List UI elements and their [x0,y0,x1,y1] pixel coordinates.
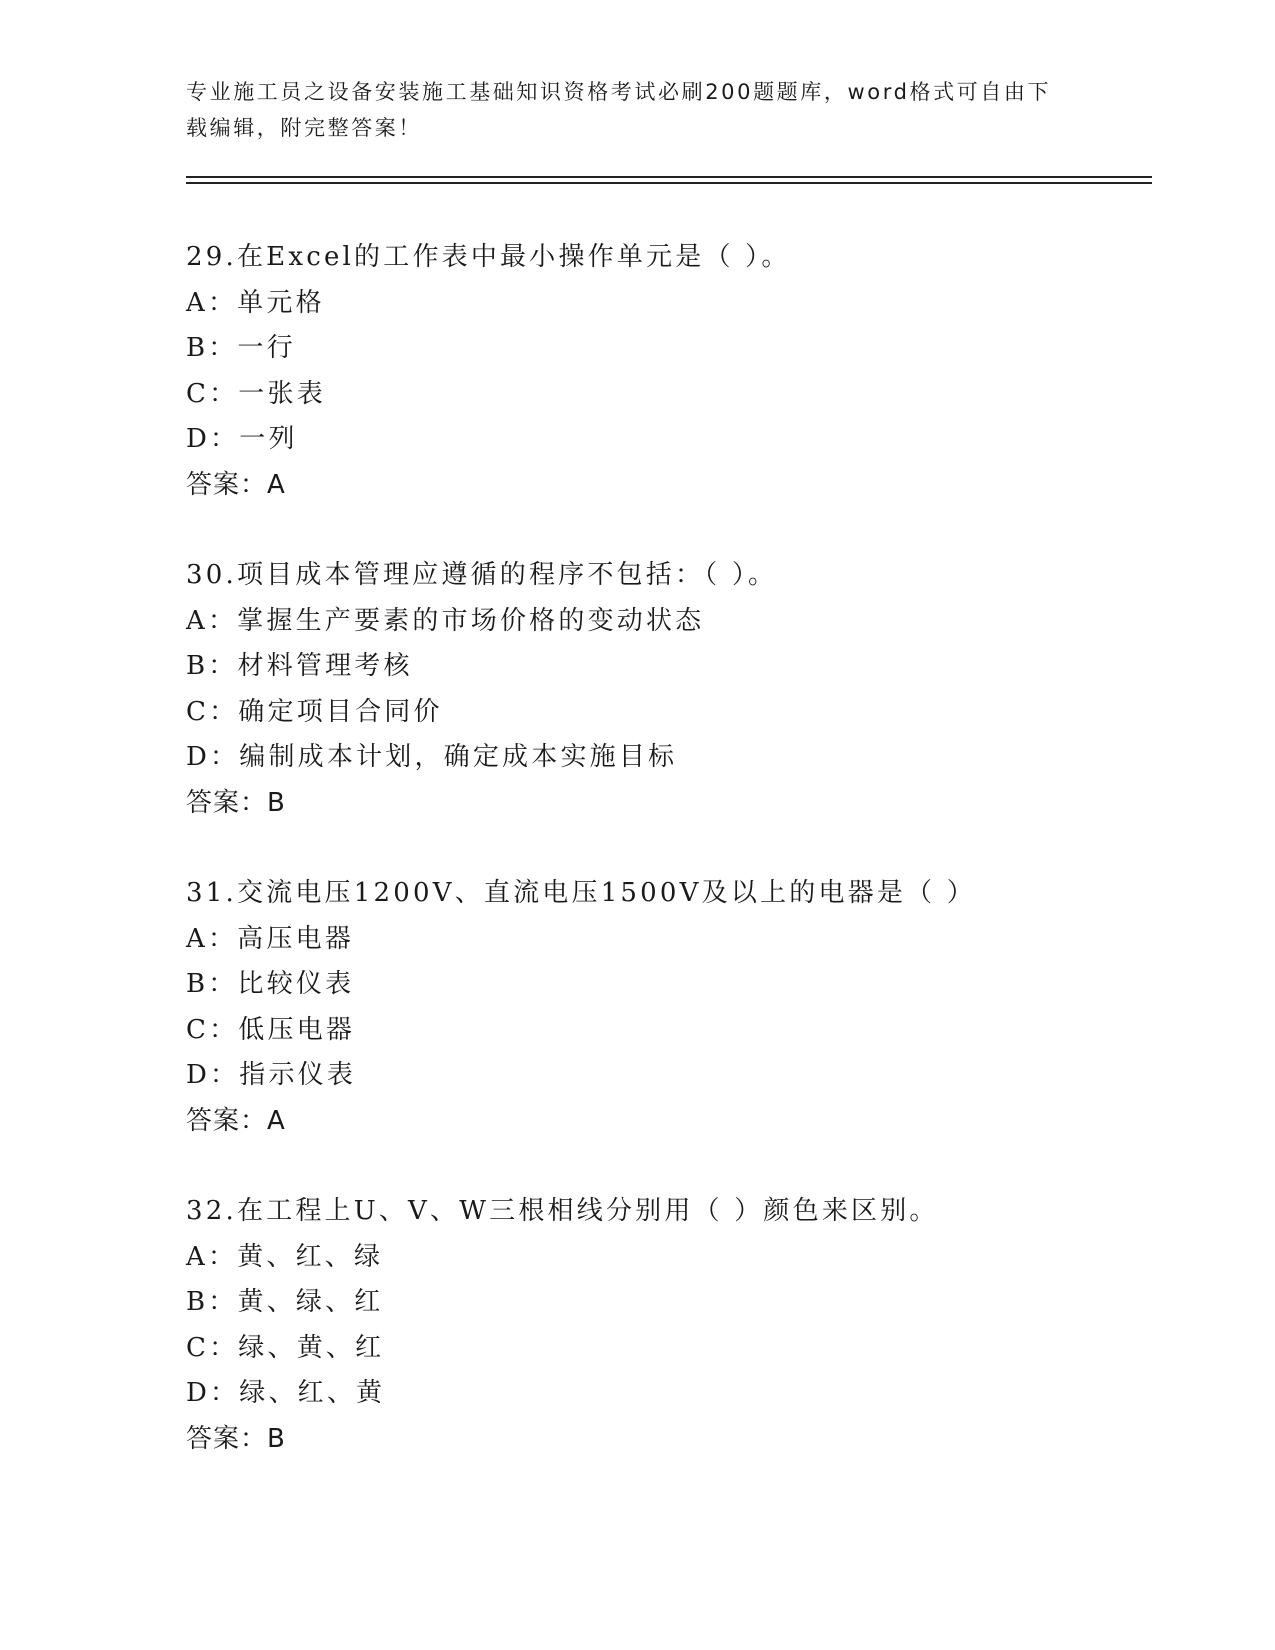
option-b: B：一行 [186,333,296,363]
header-divider-bottom [186,182,1152,184]
option-c: C：确定项目合同价 [186,696,443,727]
document-header: 专业施工员之设备安装施工基础知识资格考试必刷200题题库，word格式可自由下载编辑，附完整答案！ [186,80,1052,140]
question-stem: 30.项目成本管理应遵循的程序不包括：（ ）。 [186,560,778,590]
question-stem: 32.在工程上U、V、W三根相线分别用（ ）颜色来区别。 [186,1196,939,1226]
question-31 [186,871,1146,1144]
option-a: A：单元格 [186,287,325,318]
question-29 [186,235,1146,508]
option-b: B：比较仪表 [186,969,355,999]
option-c: C：一张表 [186,378,326,409]
option-d: D：绿、红、黄 [186,1378,386,1408]
question-30 [186,553,1146,826]
option-d: D：指示仪表 [186,1060,357,1090]
answer-line: 答案：B [186,787,286,818]
question-32 [186,1189,1146,1462]
option-a: A：高压电器 [186,923,354,954]
header-divider-top [186,176,1152,178]
answer-line: 答案：B [186,1423,286,1454]
question-stem: 29.在Excel的工作表中最小操作单元是（ ）。 [186,242,791,272]
question-stem: 31.交流电压1200V、直流电压1500V及以上的电器是（ ） [186,878,976,908]
option-b: B：材料管理考核 [186,651,413,681]
option-a: A：黄、红、绿 [186,1241,384,1272]
option-d: D：编制成本计划，确定成本实施目标 [186,742,678,772]
option-a: A：掌握生产要素的市场价格的变动状态 [186,605,705,636]
option-b: B：黄、绿、红 [186,1287,384,1317]
option-d: D：一列 [186,424,298,454]
option-c: C：绿、黄、红 [186,1332,385,1363]
answer-line: 答案：A [186,1105,286,1136]
option-c: C：低压电器 [186,1014,356,1045]
answer-line: 答案：A [186,469,286,500]
